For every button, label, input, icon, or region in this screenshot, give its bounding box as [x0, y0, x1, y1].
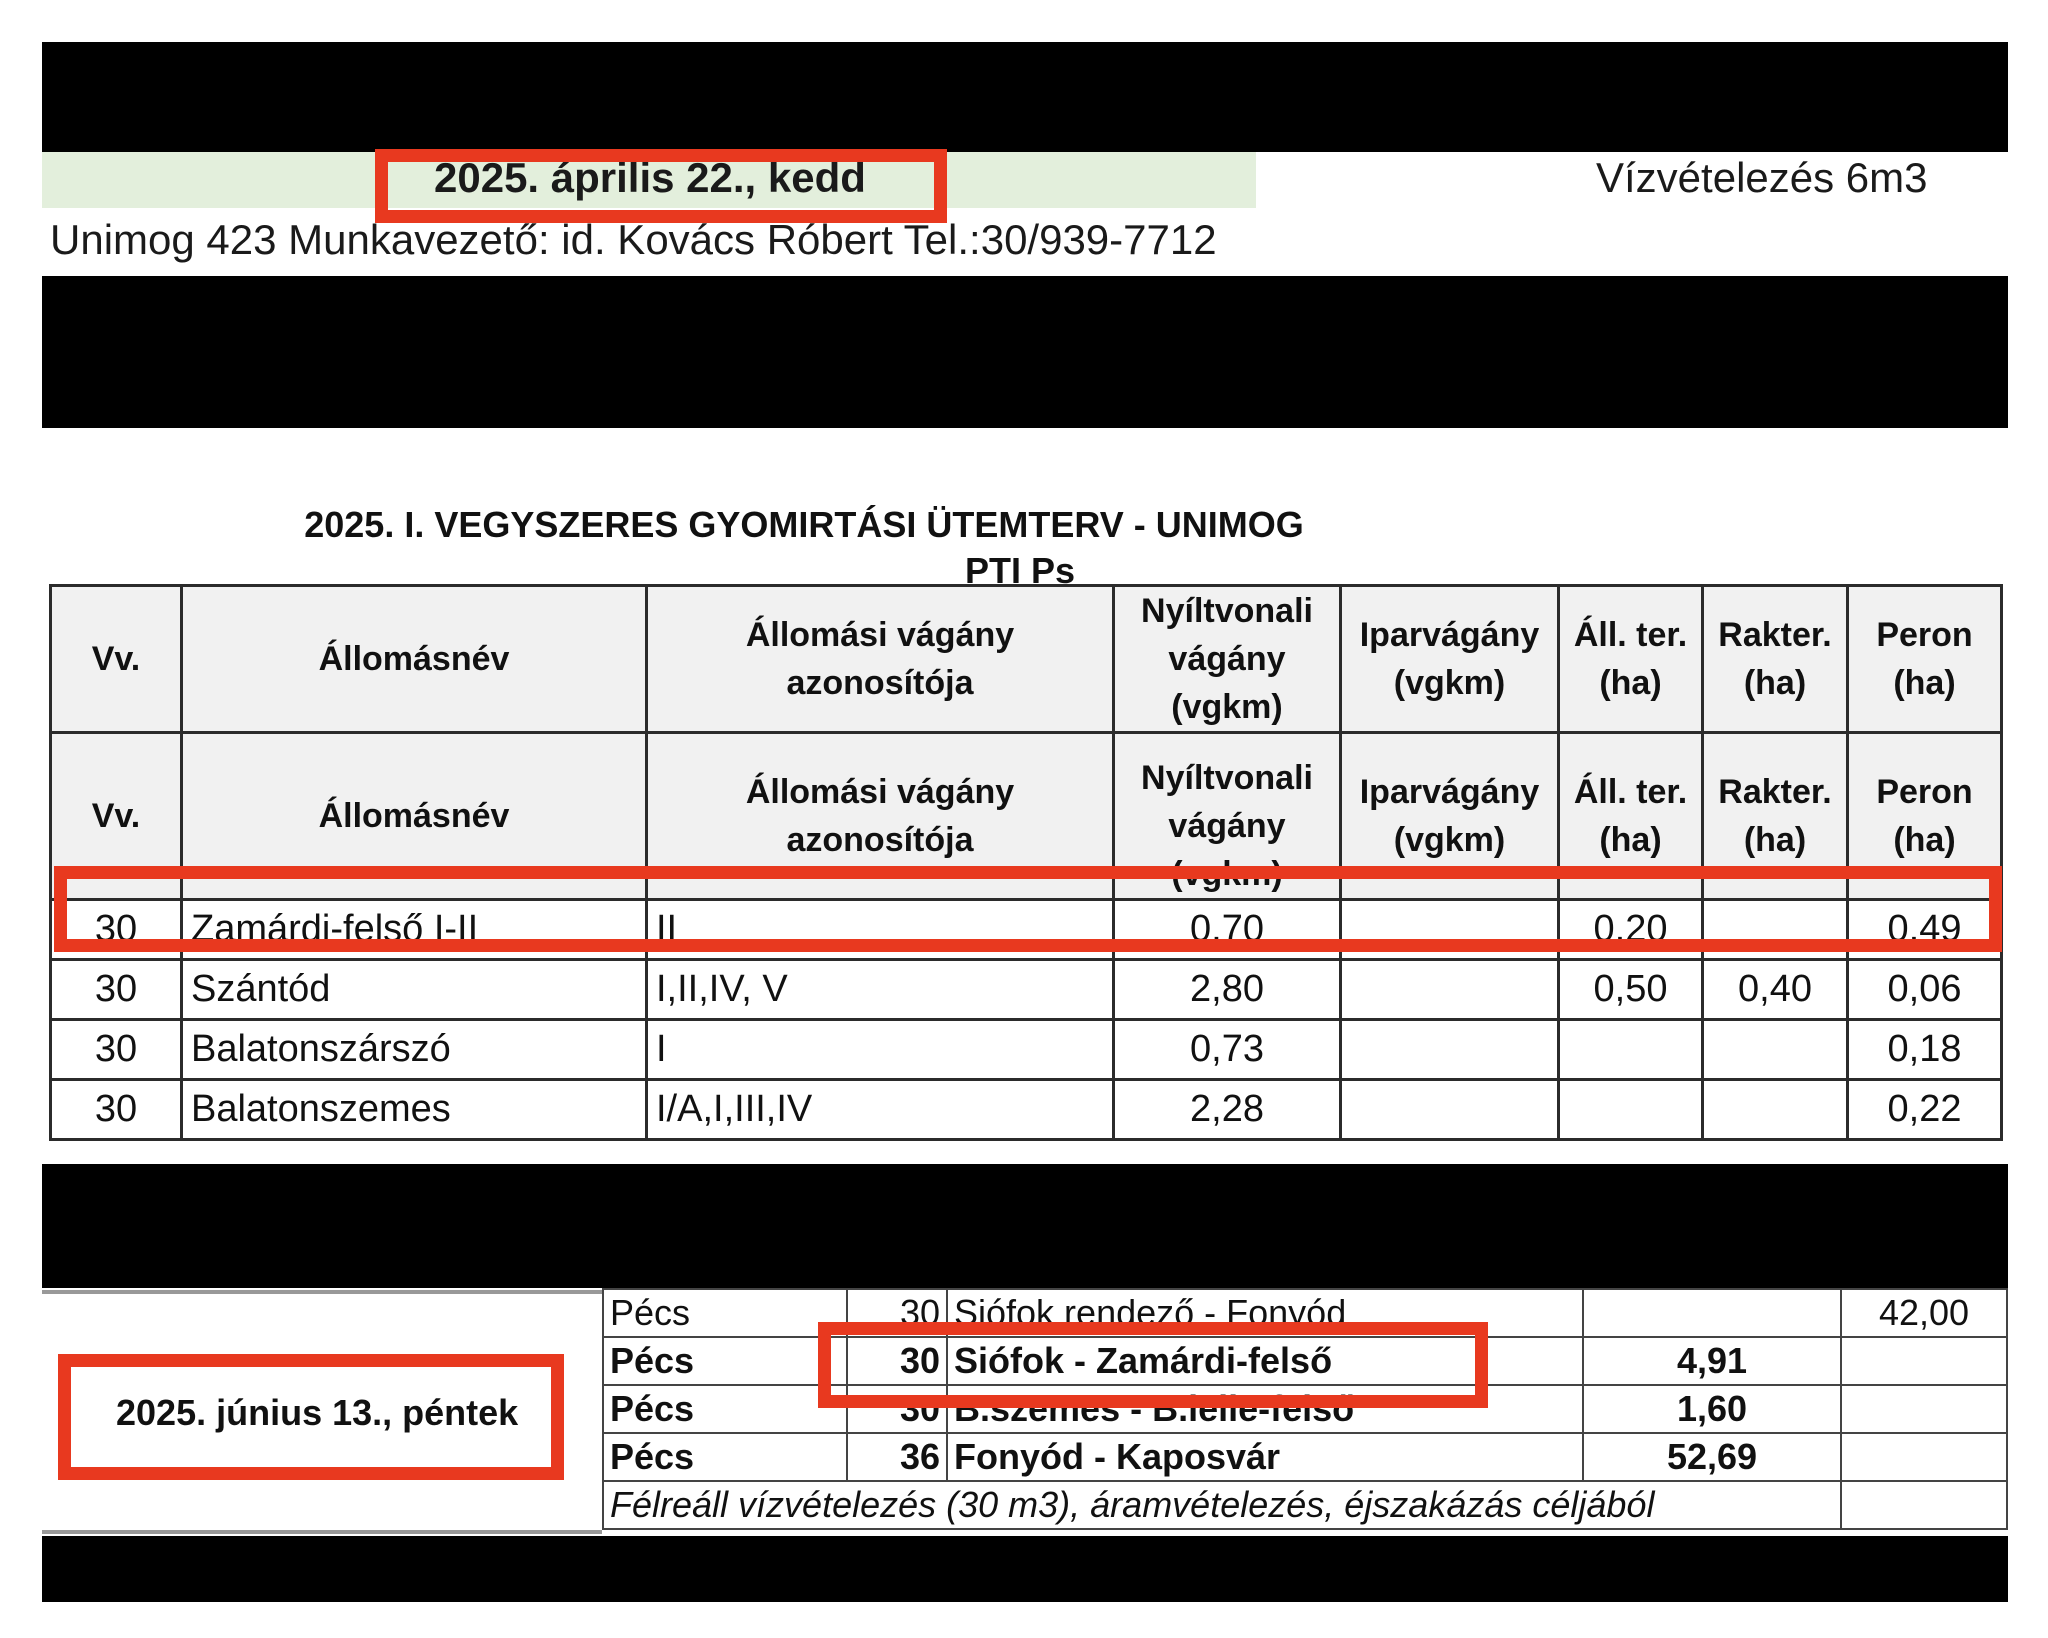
header-open-line-track: Nyíltvonali vágány (vgkm) [1114, 733, 1341, 900]
redaction-bar-middle [42, 276, 2008, 428]
header-vv: Vv. [51, 586, 182, 733]
header-industrial-track: Iparvágány (vgkm) [1341, 733, 1559, 900]
divider-line [42, 1290, 602, 1294]
crew-info: Unimog 423 Munkavezető: id. Kovács Róbert Tel.:30/939-7712 [50, 216, 1217, 263]
header-station-area: Áll. ter. (ha) [1559, 586, 1703, 733]
header-storage-area: Rakter. (ha) [1703, 586, 1848, 733]
header-storage-area: Rakter. (ha) [1703, 733, 1848, 900]
table-row: 30 Balatonszárszó I 0,73 0,18 [51, 1020, 2002, 1080]
schedule-table [49, 584, 2003, 1141]
header-platform: Peron (ha) [1848, 586, 2002, 733]
header-station: Állomásnév [182, 586, 647, 733]
table-note-row [603, 1481, 2007, 1529]
route-annotation-box [818, 1322, 1488, 1408]
table-row: Pécs 30 Siófok rendező - Fonyód 42,00 [603, 1289, 2007, 1337]
route-note: Félreáll vízvételezés (30 m3), áramvételezés, éjszakázás céljából [603, 1481, 1841, 1529]
header-station-area: Áll. ter. (ha) [1559, 733, 1703, 900]
header-station-track: Állomási vágány azonosítója [647, 586, 1114, 733]
redaction-bar-top [42, 42, 2008, 152]
work-date: 2025. április 22., kedd [434, 154, 866, 201]
header-vv: Vv. [51, 733, 182, 900]
divider-line-bottom [42, 1530, 602, 1534]
row-annotation-box [54, 866, 2002, 952]
header-open-line-track: Nyíltvonali vágány (vgkm) [1114, 586, 1341, 733]
schedule-title: 2025. I. VEGYSZERES GYOMIRTÁSI ÜTEMTERV - UNIMOG [304, 504, 1304, 545]
date-annotation-box [375, 149, 947, 223]
table-row: Pécs 30 Siófok - Zamárdi-felső 4,91 [603, 1337, 2007, 1385]
table-row: 30 Zamárdi-felső I-II II 0,70 0,20 0,49 [51, 900, 2002, 960]
water-intake-label: Vízvételezés 6m3 [1596, 154, 1928, 201]
table-row: 30 Szántód I,II,IV, V 2,80 0,50 0,40 0,06 [51, 960, 2002, 1020]
header-station-track: Állomási vágány azonosítója [647, 733, 1114, 900]
redaction-bar-lower [42, 1164, 2008, 1288]
route-date: 2025. június 13., péntek [116, 1392, 519, 1433]
table-header-row [51, 586, 2002, 733]
header-industrial-track: Iparvágány (vgkm) [1341, 586, 1559, 733]
table-row: Pécs 30 B.szemes - B.lelle-felső 1,60 [603, 1385, 2007, 1433]
header-station: Állomásnév [182, 733, 647, 900]
header-platform: Peron (ha) [1848, 733, 2002, 900]
table-row: 30 Balatonszemes I/A,I,III,IV 2,28 0,22 [51, 1080, 2002, 1140]
schedule-subtitle: PTI Ps [964, 550, 1076, 584]
table-row: Pécs 36 Fonyód - Kaposvár 52,69 [603, 1433, 2007, 1481]
redaction-bar-bottom [42, 1536, 2008, 1602]
